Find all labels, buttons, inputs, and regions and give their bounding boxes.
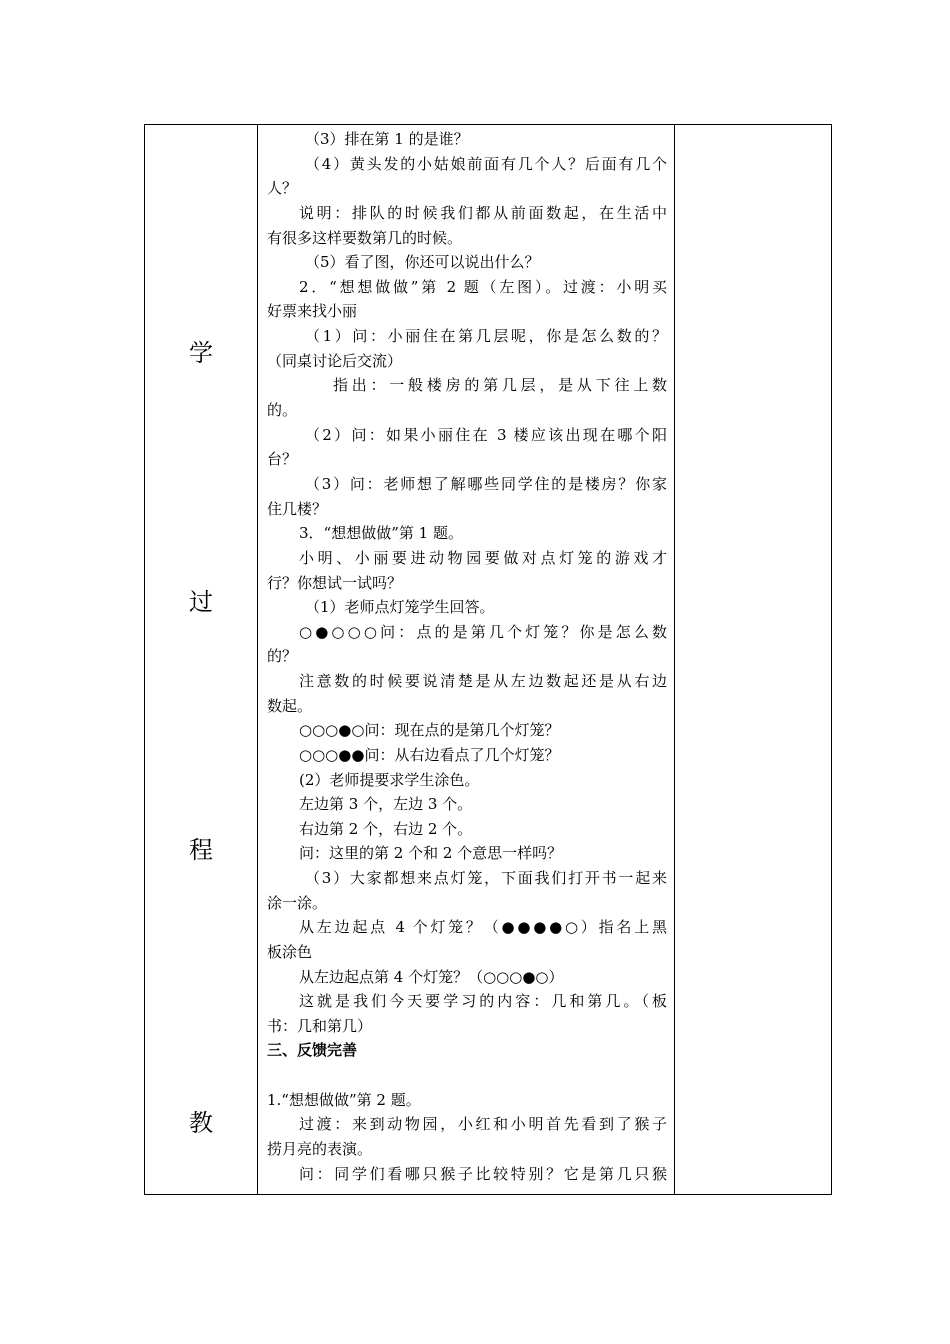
- text-line: （同桌讨论后交流）: [267, 352, 403, 370]
- text-line: 小明、小丽要进动物园要做对点灯笼的游戏才: [299, 549, 667, 567]
- text-line: 人？: [267, 179, 298, 197]
- text-line: 好票来找小丽: [267, 302, 358, 320]
- sidebar-char: 教: [189, 1109, 213, 1137]
- text-line: 数起。: [267, 697, 313, 715]
- text-line: 过渡：来到动物园，小红和小明首先看到了猴子: [299, 1115, 667, 1133]
- text-line: 这就是我们今天要学习的内容：几和第几。（板: [299, 992, 667, 1010]
- text-line: 注意数的时候要说清楚是从左边数起还是从右边: [299, 672, 667, 690]
- text-line: （4）黄头发的小姑娘前面有几个人？后面有几个: [305, 155, 667, 173]
- lesson-table: [144, 124, 832, 1195]
- text-line: (2）老师提要求学生涂色。: [299, 771, 480, 789]
- text-line: （2）问：如果小丽住在 3 楼应该出现在哪个阳: [305, 426, 667, 444]
- text-line: （5）看了图，你还可以说出什么？: [305, 253, 540, 271]
- text-line: （1）问：小丽住在第几层呢，你是怎么数的？: [305, 327, 667, 345]
- text-line: 的。: [267, 401, 298, 419]
- text-line: 行？你想试一试吗？: [267, 574, 403, 592]
- text-line: ○●○○○问：点的是第几个灯笼？你是怎么数: [299, 623, 667, 641]
- text-line: （1）老师点灯笼学生回答。: [305, 598, 495, 616]
- text-line: 涂一涂。: [267, 894, 328, 912]
- section-heading: 三、反馈完善: [267, 1041, 358, 1059]
- text-line: 左边第 3 个，左边 3 个。: [299, 795, 473, 813]
- column-divider: [257, 125, 258, 1194]
- text-line: 2．“想想做做”第 2 题（左图）。过渡：小明买: [299, 278, 667, 296]
- text-line: 问：这里的第 2 个和 2 个意思一样吗？: [299, 844, 563, 862]
- text-line: 书：几和第几）: [267, 1017, 373, 1035]
- sidebar-char: 过: [189, 588, 213, 616]
- text-line: 右边第 2 个，右边 2 个。: [299, 820, 473, 838]
- text-line: ○○○●●问：从右边看点了几个灯笼？: [299, 746, 560, 764]
- text-line: 台？: [267, 450, 298, 468]
- text-line: （3）问：老师想了解哪些同学住的是楼房？你家: [305, 475, 667, 493]
- text-line: （3）排在第 1 的是谁？: [305, 130, 469, 148]
- text-line: 3．“想想做做”第 1 题。: [299, 524, 463, 542]
- text-line: 指出：一般楼房的第几层，是从下往上数: [333, 376, 667, 394]
- text-line: 住几楼？: [267, 500, 328, 518]
- text-line: （3）大家都想来点灯笼，下面我们打开书一起来: [305, 869, 667, 887]
- column-divider: [674, 125, 675, 1194]
- text-line: 1.“想想做做”第 2 题。: [267, 1091, 421, 1109]
- text-line: 板涂色: [267, 943, 313, 961]
- sidebar-char: 程: [189, 836, 213, 864]
- text-line: 说明：排队的时候我们都从前面数起，在生活中: [299, 204, 667, 222]
- text-line: 问：同学们看哪只猴子比较特别？它是第几只猴: [299, 1165, 667, 1183]
- text-line: 的？: [267, 647, 298, 665]
- text-line: 从左边起点第 4 个灯笼？（○○○●○）: [299, 968, 564, 986]
- text-line: ○○○●○问：现在点的是第几个灯笼？: [299, 721, 560, 739]
- text-line: 捞月亮的表演。: [267, 1140, 373, 1158]
- text-line: 从左边起点 4 个灯笼？（●●●●○）指名上黑: [299, 918, 667, 936]
- text-line: 有很多这样要数第几的时候。: [267, 229, 463, 247]
- sidebar-char: 学: [189, 339, 213, 367]
